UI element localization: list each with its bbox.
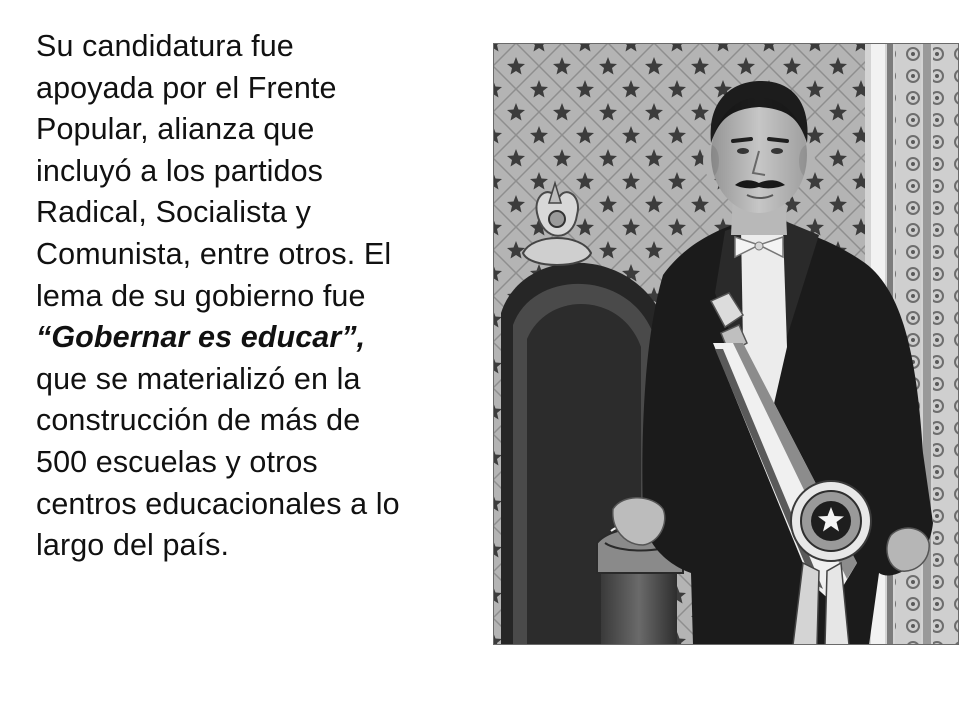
- text-line: lema de su gobierno fue: [36, 278, 366, 313]
- body-paragraph: [36, 26, 486, 567]
- text-line: centros educacionales a lo: [36, 486, 400, 521]
- text-line: incluyó a los partidos: [36, 153, 324, 188]
- text-line: construcción de más de: [36, 403, 361, 438]
- chair-post: [601, 563, 677, 645]
- text-line: que se materializó en la: [36, 361, 361, 396]
- portrait-photo: [493, 43, 959, 645]
- text-line: 500 escuelas y otros: [36, 444, 318, 479]
- text-line: Radical, Socialista y: [36, 195, 312, 230]
- portrait-illustration: [493, 43, 959, 645]
- text-line: Comunista, entre otros. El: [36, 236, 392, 271]
- motto-quote: “Gobernar es educar”,: [36, 320, 366, 355]
- text-line: Su candidatura fue: [36, 29, 294, 63]
- text-line: largo del país.: [36, 528, 230, 563]
- text-line: Popular, alianza que: [36, 112, 315, 147]
- text-line: apoyada por el Frente: [36, 70, 337, 105]
